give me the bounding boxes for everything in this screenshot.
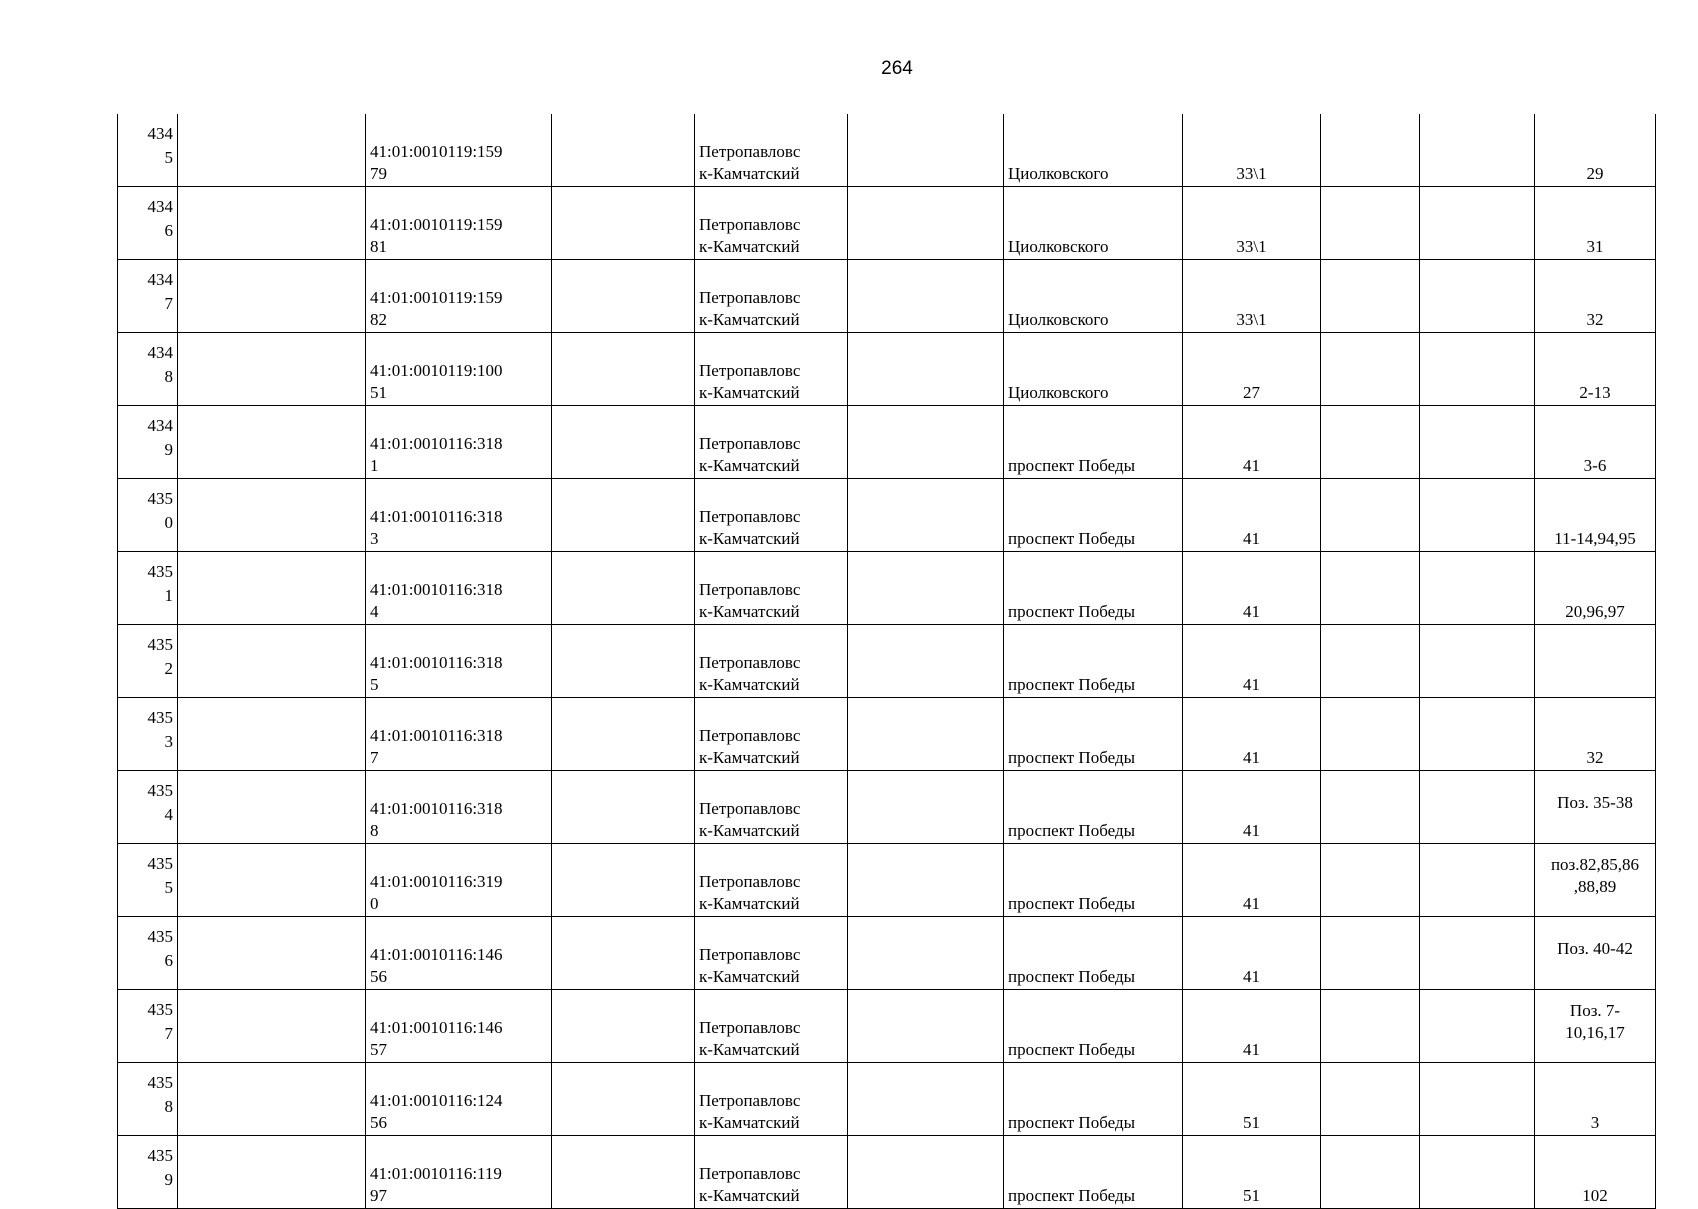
- table-row: [118, 260, 1656, 333]
- city-name: Петропавловс к-Камчатский: [699, 1164, 801, 1205]
- apartment-number-cell: [1535, 771, 1656, 844]
- street-name: проспект Победы: [1008, 894, 1136, 913]
- apartment-number-cell: [1535, 1063, 1656, 1136]
- table-row: [118, 1136, 1656, 1209]
- empty-cell: [178, 406, 366, 479]
- city-name: Петропавловс к-Камчатский: [699, 1091, 801, 1132]
- row-number: 435 0: [147, 489, 173, 532]
- cadastral-number: 41:01:0010116:124 56: [370, 1091, 503, 1132]
- house-number-cell: [1183, 844, 1321, 917]
- house-number: 41: [1243, 967, 1260, 986]
- row-number-cell: [118, 406, 178, 479]
- row-number-cell: [118, 1136, 178, 1209]
- empty-cell: [178, 552, 366, 625]
- house-number: 41: [1243, 1040, 1260, 1059]
- registry-table: [117, 114, 1656, 1209]
- street-name-cell: [1004, 1063, 1183, 1136]
- row-number: 435 8: [147, 1073, 173, 1116]
- empty-cell: [1321, 552, 1420, 625]
- city-name-cell: [695, 990, 848, 1063]
- empty-cell: [552, 260, 695, 333]
- empty-cell: [1420, 114, 1535, 187]
- cadastral-number-cell: [366, 1136, 552, 1209]
- street-name-cell: [1004, 479, 1183, 552]
- apartment-number: 3-6: [1583, 456, 1607, 475]
- empty-cell: [1321, 917, 1420, 990]
- empty-cell: [848, 406, 1004, 479]
- empty-cell: [848, 990, 1004, 1063]
- cadastral-number-cell: [366, 260, 552, 333]
- street-name: проспект Победы: [1008, 675, 1136, 694]
- empty-cell: [1420, 406, 1535, 479]
- empty-cell: [1420, 844, 1535, 917]
- table-row: [118, 406, 1656, 479]
- house-number: 33\1: [1236, 237, 1267, 256]
- empty-cell: [178, 187, 366, 260]
- apartment-number: 31: [1586, 237, 1604, 256]
- cadastral-number-cell: [366, 698, 552, 771]
- row-number: 435 2: [147, 635, 173, 678]
- empty-cell: [178, 625, 366, 698]
- empty-cell: [1321, 771, 1420, 844]
- apartment-number: 102: [1582, 1186, 1608, 1205]
- empty-cell: [848, 1063, 1004, 1136]
- cadastral-number-cell: [366, 625, 552, 698]
- cadastral-number-cell: [366, 479, 552, 552]
- city-name-cell: [695, 333, 848, 406]
- city-name: Петропавловс к-Камчатский: [699, 434, 801, 475]
- table-row: [118, 917, 1656, 990]
- empty-cell: [1420, 1063, 1535, 1136]
- empty-cell: [1420, 990, 1535, 1063]
- empty-cell: [552, 990, 695, 1063]
- empty-cell: [1321, 844, 1420, 917]
- empty-cell: [1420, 917, 1535, 990]
- row-number: 435 1: [147, 562, 173, 605]
- table-row: [118, 114, 1656, 187]
- city-name-cell: [695, 114, 848, 187]
- street-name: проспект Победы: [1008, 529, 1136, 548]
- cadastral-number-cell: [366, 771, 552, 844]
- house-number: 33\1: [1236, 310, 1267, 329]
- row-number: 434 6: [147, 197, 173, 240]
- cadastral-number: 41:01:0010116:318 7: [370, 726, 503, 767]
- cadastral-number: 41:01:0010119:159 81: [370, 215, 503, 256]
- empty-cell: [1321, 1136, 1420, 1209]
- empty-cell: [1420, 260, 1535, 333]
- empty-cell: [178, 917, 366, 990]
- empty-cell: [848, 1136, 1004, 1209]
- city-name: Петропавловс к-Камчатский: [699, 288, 801, 329]
- apartment-number-cell: [1535, 406, 1656, 479]
- empty-cell: [1321, 479, 1420, 552]
- table-row: [118, 625, 1656, 698]
- empty-cell: [178, 479, 366, 552]
- apartment-number: 32: [1586, 310, 1604, 329]
- empty-cell: [1321, 625, 1420, 698]
- apartment-number-cell: [1535, 260, 1656, 333]
- row-number-cell: [118, 114, 178, 187]
- city-name-cell: [695, 479, 848, 552]
- street-name-cell: [1004, 552, 1183, 625]
- empty-cell: [1420, 552, 1535, 625]
- empty-cell: [552, 187, 695, 260]
- cadastral-number-cell: [366, 406, 552, 479]
- street-name: проспект Победы: [1008, 456, 1136, 475]
- apartment-number-cell: [1535, 187, 1656, 260]
- city-name-cell: [695, 844, 848, 917]
- house-number-cell: [1183, 771, 1321, 844]
- city-name: Петропавловс к-Камчатский: [699, 142, 801, 183]
- city-name-cell: [695, 1063, 848, 1136]
- table-row: [118, 1063, 1656, 1136]
- empty-cell: [552, 406, 695, 479]
- city-name-cell: [695, 552, 848, 625]
- apartment-number-cell: [1535, 917, 1656, 990]
- empty-cell: [552, 552, 695, 625]
- house-number-cell: [1183, 990, 1321, 1063]
- empty-cell: [552, 917, 695, 990]
- cadastral-number: 41:01:0010116:119 97: [370, 1164, 502, 1205]
- empty-cell: [552, 479, 695, 552]
- house-number-cell: [1183, 1063, 1321, 1136]
- cadastral-number: 41:01:0010119:159 79: [370, 142, 503, 183]
- table-row: [118, 844, 1656, 917]
- empty-cell: [178, 114, 366, 187]
- empty-cell: [1321, 114, 1420, 187]
- city-name: Петропавловс к-Камчатский: [699, 507, 801, 548]
- empty-cell: [1420, 187, 1535, 260]
- row-number-cell: [118, 187, 178, 260]
- city-name: Петропавловс к-Камчатский: [699, 580, 801, 621]
- row-number-cell: [118, 552, 178, 625]
- empty-cell: [848, 917, 1004, 990]
- cadastral-number-cell: [366, 333, 552, 406]
- cadastral-number-cell: [366, 990, 552, 1063]
- cadastral-number-cell: [366, 552, 552, 625]
- house-number: 51: [1243, 1186, 1260, 1205]
- table-row: [118, 771, 1656, 844]
- street-name-cell: [1004, 917, 1183, 990]
- city-name-cell: [695, 698, 848, 771]
- apartment-number: Поз. 35-38: [1557, 793, 1633, 812]
- house-number-cell: [1183, 479, 1321, 552]
- apartment-number-cell: [1535, 990, 1656, 1063]
- city-name-cell: [695, 260, 848, 333]
- house-number-cell: [1183, 187, 1321, 260]
- cadastral-number-cell: [366, 187, 552, 260]
- empty-cell: [178, 771, 366, 844]
- city-name: Петропавловс к-Камчатский: [699, 799, 801, 840]
- empty-cell: [848, 260, 1004, 333]
- house-number: 27: [1243, 383, 1260, 402]
- apartment-number-cell: [1535, 552, 1656, 625]
- empty-cell: [552, 771, 695, 844]
- apartment-number-cell: [1535, 1136, 1656, 1209]
- apartment-number: 2-13: [1579, 383, 1611, 402]
- empty-cell: [1420, 771, 1535, 844]
- empty-cell: [178, 333, 366, 406]
- empty-cell: [848, 479, 1004, 552]
- street-name-cell: [1004, 406, 1183, 479]
- row-number: 435 9: [147, 1146, 173, 1189]
- cadastral-number-cell: [366, 114, 552, 187]
- empty-cell: [178, 1063, 366, 1136]
- empty-cell: [1321, 406, 1420, 479]
- city-name: Петропавловс к-Камчатский: [699, 726, 801, 767]
- empty-cell: [1321, 1063, 1420, 1136]
- city-name: Петропавловс к-Камчатский: [699, 361, 801, 402]
- street-name-cell: [1004, 844, 1183, 917]
- empty-cell: [1420, 333, 1535, 406]
- apartment-number-cell: [1535, 625, 1656, 698]
- empty-cell: [178, 1136, 366, 1209]
- street-name: проспект Победы: [1008, 602, 1136, 621]
- empty-cell: [1420, 479, 1535, 552]
- empty-cell: [1420, 698, 1535, 771]
- house-number-cell: [1183, 625, 1321, 698]
- empty-cell: [552, 333, 695, 406]
- row-number-cell: [118, 990, 178, 1063]
- empty-cell: [1420, 1136, 1535, 1209]
- cadastral-number: 41:01:0010116:318 3: [370, 507, 503, 548]
- city-name: Петропавловс к-Камчатский: [699, 653, 801, 694]
- street-name: Циолковского: [1008, 237, 1109, 256]
- empty-cell: [552, 1063, 695, 1136]
- row-number-cell: [118, 771, 178, 844]
- house-number: 41: [1243, 821, 1260, 840]
- street-name-cell: [1004, 333, 1183, 406]
- cadastral-number-cell: [366, 1063, 552, 1136]
- street-name-cell: [1004, 114, 1183, 187]
- row-number-cell: [118, 917, 178, 990]
- street-name: проспект Победы: [1008, 748, 1136, 767]
- street-name-cell: [1004, 260, 1183, 333]
- empty-cell: [848, 114, 1004, 187]
- empty-cell: [848, 844, 1004, 917]
- apartment-number: 20,96,97: [1565, 602, 1625, 621]
- city-name-cell: [695, 406, 848, 479]
- cadastral-number: 41:01:0010119:100 51: [370, 361, 503, 402]
- apartment-number: 11-14,94,95: [1554, 529, 1636, 548]
- row-number-cell: [118, 625, 178, 698]
- cadastral-number: 41:01:0010116:146 57: [370, 1018, 503, 1059]
- table-row: [118, 479, 1656, 552]
- row-number: 435 6: [147, 927, 173, 970]
- street-name: проспект Победы: [1008, 1186, 1136, 1205]
- empty-cell: [848, 625, 1004, 698]
- registry-body: [118, 114, 1656, 1209]
- row-number: 434 7: [147, 270, 173, 313]
- cadastral-number: 41:01:0010116:318 4: [370, 580, 503, 621]
- row-number-cell: [118, 1063, 178, 1136]
- house-number: 41: [1243, 529, 1260, 548]
- empty-cell: [848, 333, 1004, 406]
- street-name-cell: [1004, 1136, 1183, 1209]
- street-name-cell: [1004, 990, 1183, 1063]
- empty-cell: [848, 552, 1004, 625]
- row-number: 435 3: [147, 708, 173, 751]
- row-number-cell: [118, 844, 178, 917]
- street-name: проспект Победы: [1008, 967, 1136, 986]
- empty-cell: [552, 698, 695, 771]
- street-name: проспект Победы: [1008, 1113, 1136, 1132]
- cadastral-number: 41:01:0010116:318 5: [370, 653, 503, 694]
- city-name-cell: [695, 917, 848, 990]
- cadastral-number-cell: [366, 844, 552, 917]
- street-name: Циолковского: [1008, 164, 1109, 183]
- row-number: 434 9: [147, 416, 173, 459]
- table-row: [118, 698, 1656, 771]
- apartment-number-cell: [1535, 698, 1656, 771]
- empty-cell: [552, 844, 695, 917]
- row-number-cell: [118, 260, 178, 333]
- apartment-number: 32: [1586, 748, 1604, 767]
- empty-cell: [552, 114, 695, 187]
- empty-cell: [848, 698, 1004, 771]
- house-number-cell: [1183, 917, 1321, 990]
- house-number: 51: [1243, 1113, 1260, 1132]
- house-number-cell: [1183, 406, 1321, 479]
- row-number-cell: [118, 698, 178, 771]
- cadastral-number: 41:01:0010116:318 8: [370, 799, 503, 840]
- empty-cell: [178, 844, 366, 917]
- apartment-number: поз.82,85,86 ,88,89: [1550, 855, 1640, 896]
- table-row: [118, 187, 1656, 260]
- street-name-cell: [1004, 625, 1183, 698]
- row-number: 434 5: [147, 124, 173, 167]
- row-number: 435 5: [147, 854, 173, 897]
- table-row: [118, 552, 1656, 625]
- empty-cell: [178, 698, 366, 771]
- street-name: проспект Победы: [1008, 821, 1136, 840]
- empty-cell: [1321, 990, 1420, 1063]
- street-name: проспект Победы: [1008, 1040, 1136, 1059]
- apartment-number-cell: [1535, 333, 1656, 406]
- cadastral-number: 41:01:0010116:146 56: [370, 945, 503, 986]
- table-row: [118, 333, 1656, 406]
- empty-cell: [178, 990, 366, 1063]
- empty-cell: [1420, 625, 1535, 698]
- row-number-cell: [118, 333, 178, 406]
- apartment-number: 29: [1586, 164, 1604, 183]
- apartment-number-cell: [1535, 844, 1656, 917]
- apartment-number-cell: [1535, 114, 1656, 187]
- house-number: 41: [1243, 675, 1260, 694]
- empty-cell: [848, 187, 1004, 260]
- empty-cell: [1321, 333, 1420, 406]
- house-number-cell: [1183, 114, 1321, 187]
- apartment-number-cell: [1535, 479, 1656, 552]
- house-number: 41: [1243, 602, 1260, 621]
- city-name-cell: [695, 1136, 848, 1209]
- empty-cell: [848, 771, 1004, 844]
- house-number-cell: [1183, 1136, 1321, 1209]
- table-row: [118, 990, 1656, 1063]
- empty-cell: [552, 1136, 695, 1209]
- city-name: Петропавловс к-Камчатский: [699, 215, 801, 256]
- house-number: 41: [1243, 894, 1260, 913]
- street-name-cell: [1004, 187, 1183, 260]
- empty-cell: [178, 260, 366, 333]
- city-name: Петропавловс к-Камчатский: [699, 1018, 801, 1059]
- city-name-cell: [695, 187, 848, 260]
- cadastral-number: 41:01:0010116:319 0: [370, 872, 503, 913]
- city-name: Петропавловс к-Камчатский: [699, 872, 801, 913]
- empty-cell: [552, 625, 695, 698]
- empty-cell: [1321, 187, 1420, 260]
- house-number-cell: [1183, 552, 1321, 625]
- city-name-cell: [695, 771, 848, 844]
- house-number-cell: [1183, 260, 1321, 333]
- row-number: 435 4: [147, 781, 173, 824]
- empty-cell: [1321, 260, 1420, 333]
- apartment-number: 3: [1590, 1113, 1600, 1132]
- street-name-cell: [1004, 771, 1183, 844]
- cadastral-number: 41:01:0010119:159 82: [370, 288, 503, 329]
- cadastral-number-cell: [366, 917, 552, 990]
- city-name-cell: [695, 625, 848, 698]
- house-number: 41: [1243, 456, 1260, 475]
- row-number: 435 7: [147, 1000, 173, 1043]
- apartment-number: Поз. 40-42: [1557, 939, 1633, 958]
- row-number-cell: [118, 479, 178, 552]
- street-name: Циолковского: [1008, 383, 1109, 402]
- house-number-cell: [1183, 698, 1321, 771]
- empty-cell: [1321, 698, 1420, 771]
- page-number: 264: [881, 58, 913, 79]
- row-number: 434 8: [147, 343, 173, 386]
- cadastral-number: 41:01:0010116:318 1: [370, 434, 503, 475]
- apartment-number: Поз. 7- 10,16,17: [1565, 1001, 1625, 1042]
- house-number: 33\1: [1236, 164, 1267, 183]
- house-number-cell: [1183, 333, 1321, 406]
- street-name: Циолковского: [1008, 310, 1109, 329]
- street-name-cell: [1004, 698, 1183, 771]
- city-name: Петропавловс к-Камчатский: [699, 945, 801, 986]
- house-number: 41: [1243, 748, 1260, 767]
